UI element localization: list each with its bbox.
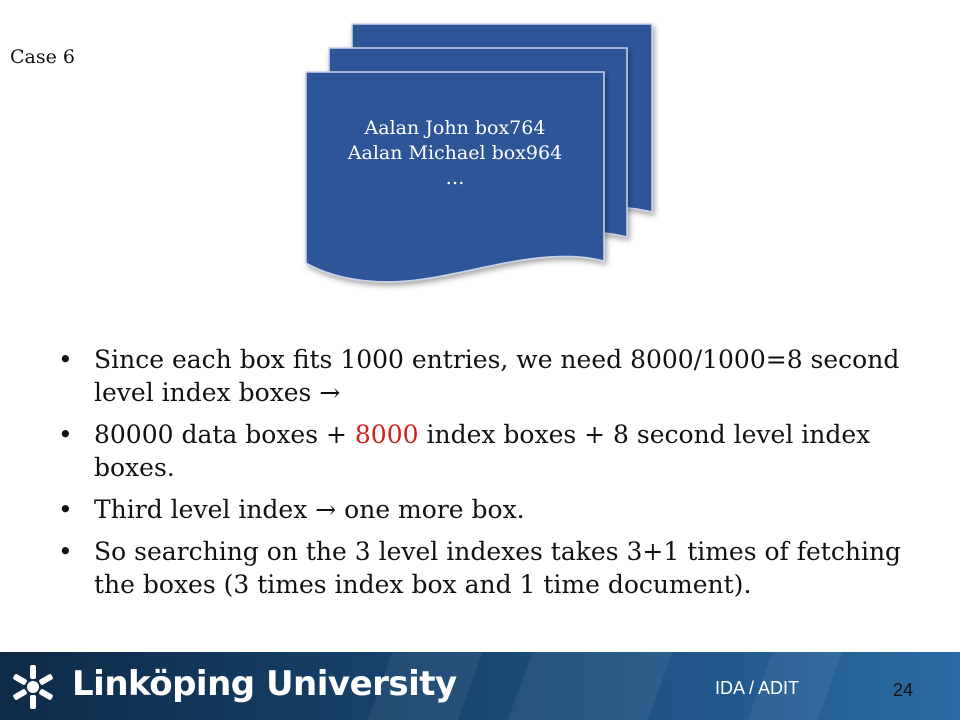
bullet-text: So searching on the 3 level indexes takes 3+1 times of fetching the boxes (3 times index box and 1 time document). — [94, 537, 902, 599]
page-number: 24 — [893, 680, 914, 700]
case-label: Case 6 — [10, 46, 75, 68]
bullet-text: 80000 data boxes + — [94, 420, 355, 449]
bullet-marker: • — [58, 345, 73, 374]
bullet-text: Since each box fits 1000 entries, we need 8000/1000=8 second level index boxes — [94, 345, 900, 407]
bullet-item — [58, 343, 938, 409]
arrow-icon: → — [319, 378, 341, 407]
bullet-text: one more box. — [336, 495, 525, 524]
department-label: IDA / ADIT — [715, 678, 800, 698]
bullet-item — [58, 418, 938, 484]
document-stack-text — [306, 116, 604, 191]
document-line: Aalan John box764 — [364, 117, 546, 139]
bullet-list — [58, 343, 938, 610]
bullet-text: Third level index — [94, 495, 316, 524]
bullet-text: index boxes + 8 second level index boxes. — [94, 420, 871, 482]
bullet-marker: • — [58, 495, 73, 524]
footer-bar — [0, 652, 960, 720]
bullet-item — [58, 493, 938, 526]
bullet-item — [58, 535, 938, 601]
university-name: Linköping University — [72, 664, 457, 704]
bullet-marker: • — [58, 420, 73, 449]
university-logo-icon — [8, 662, 58, 712]
bullet-marker: • — [58, 537, 73, 566]
highlighted-number: 8000 — [354, 420, 419, 449]
document-line: Aalan Michael box964 — [347, 142, 563, 164]
arrow-icon: → — [315, 495, 337, 524]
document-line: … — [445, 167, 465, 189]
